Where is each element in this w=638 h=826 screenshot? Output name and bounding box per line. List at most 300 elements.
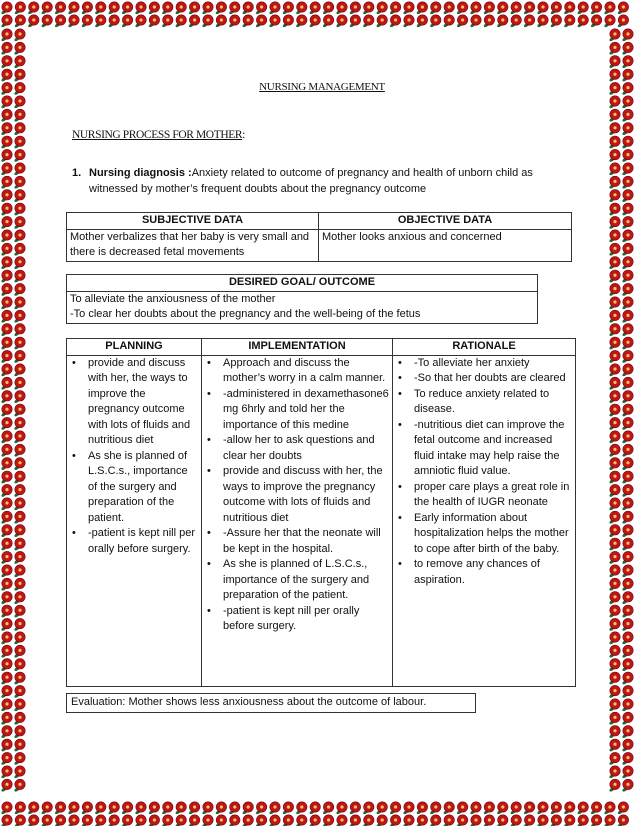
red-flower-icon: [27, 15, 39, 28]
red-flower-icon: [242, 815, 254, 826]
red-flower-icon: [470, 15, 482, 28]
goal-line: -To clear her doubts about the pregnancy and the well-being of the fetus: [70, 308, 421, 320]
red-flower-icon: [403, 802, 415, 815]
red-flower-icon: [1, 324, 13, 337]
list-item-text: -nutritious diet can improve the fetal outcome and increased fluid intake may help raise the amniotic fluid value.: [414, 418, 565, 477]
red-flower-icon: [622, 350, 634, 363]
list-item-text: -allow her to ask questions and clear her doubts: [223, 434, 375, 462]
red-flower-icon: [1, 203, 13, 216]
red-flower-icon: [14, 96, 26, 109]
red-flower-icon: [14, 726, 26, 739]
red-flower-icon: [609, 592, 621, 605]
bullet: •: [398, 511, 402, 524]
bullet: •: [398, 418, 402, 431]
red-flower-icon: [622, 618, 634, 631]
red-flower-icon: [1, 56, 13, 69]
red-flower-icon: [1, 69, 13, 82]
list-item: [205, 356, 389, 387]
red-flower-icon: [336, 2, 348, 15]
subjective-header: SUBJECTIVE DATA: [67, 213, 319, 230]
red-flower-icon: [1, 149, 13, 162]
red-flower-icon: [389, 802, 401, 815]
red-flower-icon: [403, 815, 415, 826]
list-item-text: provide and discuss with her, the ways to improve the pregnancy outcome with lots of fluids and nutritious diet: [223, 465, 383, 524]
red-flower-icon: [1, 578, 13, 591]
subjective-cell: Mother verbalizes that her baby is very small and there is decreased fetal movements: [67, 229, 319, 261]
list-item-text: to remove any chances of aspiration.: [414, 558, 540, 586]
red-flower-icon: [175, 15, 187, 28]
red-flower-icon: [362, 815, 374, 826]
red-flower-icon: [416, 815, 428, 826]
red-flower-icon: [1, 123, 13, 136]
red-flower-icon: [443, 802, 455, 815]
red-flower-icon: [215, 802, 227, 815]
flower-border-left: [0, 28, 28, 800]
red-flower-icon: [14, 484, 26, 497]
red-flower-icon: [228, 15, 240, 28]
red-flower-icon: [14, 739, 26, 752]
red-flower-icon: [609, 136, 621, 149]
bullet: •: [72, 527, 76, 539]
red-flower-icon: [282, 15, 294, 28]
red-flower-icon: [609, 297, 621, 310]
red-flower-icon: [14, 190, 26, 203]
red-flower-icon: [563, 815, 575, 826]
red-flower-icon: [14, 752, 26, 765]
red-flower-icon: [1, 431, 13, 444]
list-item: [205, 387, 389, 434]
red-flower-icon: [443, 815, 455, 826]
red-flower-icon: [622, 377, 634, 390]
red-flower-icon: [609, 551, 621, 564]
red-flower-icon: [590, 15, 602, 28]
red-flower-icon: [617, 815, 629, 826]
red-flower-icon: [161, 815, 173, 826]
list-item-text: -So that her doubts are cleared: [414, 372, 566, 384]
rationale-list: [396, 356, 572, 589]
red-flower-icon: [309, 15, 321, 28]
red-flower-icon: [68, 15, 80, 28]
red-flower-icon: [609, 203, 621, 216]
red-flower-icon: [622, 230, 634, 243]
red-flower-icon: [550, 2, 562, 15]
red-flower-icon: [362, 15, 374, 28]
red-flower-icon: [416, 15, 428, 28]
red-flower-icon: [510, 2, 522, 15]
red-flower-icon: [470, 802, 482, 815]
implementation-cell: [202, 355, 393, 686]
red-flower-icon: [1, 605, 13, 618]
red-flower-icon: [429, 802, 441, 815]
red-flower-icon: [14, 444, 26, 457]
red-flower-icon: [1, 377, 13, 390]
red-flower-icon: [14, 203, 26, 216]
red-flower-icon: [81, 815, 93, 826]
red-flower-icon: [14, 230, 26, 243]
red-flower-icon: [14, 310, 26, 323]
red-flower-icon: [1, 109, 13, 122]
document-page: [46, 40, 598, 790]
red-flower-icon: [108, 815, 120, 826]
nursing-diagnosis: [72, 166, 572, 197]
red-flower-icon: [1, 802, 13, 815]
red-flower-icon: [14, 69, 26, 82]
red-flower-icon: [622, 243, 634, 256]
red-flower-icon: [188, 802, 200, 815]
red-flower-icon: [255, 815, 267, 826]
red-flower-icon: [175, 802, 187, 815]
list-item: [396, 480, 572, 511]
red-flower-icon: [108, 15, 120, 28]
red-flower-icon: [609, 163, 621, 176]
red-flower-icon: [622, 632, 634, 645]
red-flower-icon: [349, 802, 361, 815]
red-flower-icon: [175, 2, 187, 15]
red-flower-icon: [609, 391, 621, 404]
red-flower-icon: [604, 815, 616, 826]
red-flower-icon: [510, 802, 522, 815]
red-flower-icon: [269, 815, 281, 826]
red-flower-icon: [609, 337, 621, 350]
red-flower-icon: [94, 15, 106, 28]
red-flower-icon: [14, 802, 26, 815]
red-flower-icon: [609, 216, 621, 229]
red-flower-icon: [622, 444, 634, 457]
red-flower-icon: [349, 15, 361, 28]
red-flower-icon: [41, 802, 53, 815]
red-flower-icon: [622, 685, 634, 698]
list-item: [396, 387, 572, 418]
red-flower-icon: [295, 815, 307, 826]
red-flower-icon: [622, 324, 634, 337]
red-flower-icon: [1, 672, 13, 685]
red-flower-icon: [609, 29, 621, 42]
red-flower-icon: [14, 498, 26, 511]
red-flower-icon: [14, 270, 26, 283]
red-flower-icon: [609, 699, 621, 712]
red-flower-icon: [336, 815, 348, 826]
rationale-cell: [393, 355, 576, 686]
list-item-text: Approach and discuss the mother’s worry in a calm manner.: [223, 356, 386, 384]
implementation-list: [205, 356, 389, 635]
red-flower-icon: [622, 216, 634, 229]
diagnosis-label: Nursing diagnosis :: [89, 167, 192, 179]
red-flower-icon: [148, 2, 160, 15]
red-flower-icon: [336, 15, 348, 28]
red-flower-icon: [269, 802, 281, 815]
red-flower-icon: [622, 458, 634, 471]
red-flower-icon: [416, 802, 428, 815]
red-flower-icon: [148, 802, 160, 815]
red-flower-icon: [1, 739, 13, 752]
red-flower-icon: [523, 15, 535, 28]
red-flower-icon: [622, 257, 634, 270]
evaluation-box: Evaluation: Mother shows less anxiousness about the outcome of labour.: [66, 693, 476, 713]
red-flower-icon: [609, 270, 621, 283]
red-flower-icon: [362, 2, 374, 15]
red-flower-icon: [609, 56, 621, 69]
red-flower-icon: [1, 592, 13, 605]
red-flower-icon: [622, 417, 634, 430]
red-flower-icon: [590, 2, 602, 15]
red-flower-icon: [389, 15, 401, 28]
red-flower-icon: [14, 672, 26, 685]
list-item: [396, 557, 572, 588]
red-flower-icon: [188, 15, 200, 28]
red-flower-icon: [622, 578, 634, 591]
red-flower-icon: [443, 15, 455, 28]
red-flower-icon: [1, 15, 13, 28]
red-flower-icon: [523, 815, 535, 826]
red-flower-icon: [609, 364, 621, 377]
red-flower-icon: [496, 815, 508, 826]
goal-cell: [67, 291, 538, 323]
red-flower-icon: [622, 42, 634, 55]
red-flower-icon: [604, 2, 616, 15]
red-flower-icon: [609, 672, 621, 685]
red-flower-icon: [41, 2, 53, 15]
red-flower-icon: [228, 802, 240, 815]
red-flower-icon: [295, 802, 307, 815]
red-flower-icon: [242, 15, 254, 28]
red-flower-icon: [429, 15, 441, 28]
red-flower-icon: [242, 802, 254, 815]
red-flower-icon: [622, 739, 634, 752]
red-flower-icon: [108, 2, 120, 15]
red-flower-icon: [622, 109, 634, 122]
diagnosis-number: 1.: [72, 167, 82, 179]
red-flower-icon: [1, 297, 13, 310]
red-flower-icon: [14, 712, 26, 725]
red-flower-icon: [14, 216, 26, 229]
red-flower-icon: [622, 404, 634, 417]
red-flower-icon: [81, 2, 93, 15]
red-flower-icon: [148, 815, 160, 826]
red-flower-icon: [429, 815, 441, 826]
red-flower-icon: [1, 779, 13, 792]
red-flower-icon: [14, 123, 26, 136]
red-flower-icon: [523, 802, 535, 815]
red-flower-icon: [349, 2, 361, 15]
red-flower-icon: [14, 618, 26, 631]
red-flower-icon: [41, 15, 53, 28]
bullet: •: [72, 449, 76, 462]
red-flower-icon: [1, 216, 13, 229]
red-flower-icon: [94, 815, 106, 826]
red-flower-icon: [269, 2, 281, 15]
red-flower-icon: [622, 592, 634, 605]
list-item: [205, 433, 389, 464]
bullet: •: [207, 434, 211, 446]
red-flower-icon: [202, 802, 214, 815]
red-flower-icon: [1, 42, 13, 55]
red-flower-icon: [322, 2, 334, 15]
red-flower-icon: [577, 2, 589, 15]
red-flower-icon: [609, 712, 621, 725]
bullet: •: [398, 356, 402, 369]
red-flower-icon: [14, 337, 26, 350]
bullet: •: [207, 604, 211, 617]
section-heading: [72, 128, 245, 144]
list-item-text: Early information about hospitalization helps the mother to cope after birth of the baby.: [414, 511, 569, 555]
red-flower-icon: [1, 565, 13, 578]
red-flower-icon: [121, 802, 133, 815]
red-flower-icon: [1, 632, 13, 645]
red-flower-icon: [161, 15, 173, 28]
red-flower-icon: [483, 2, 495, 15]
red-flower-icon: [609, 230, 621, 243]
red-flower-icon: [622, 471, 634, 484]
red-flower-icon: [622, 163, 634, 176]
planning-header: PLANNING: [67, 339, 202, 356]
red-flower-icon: [537, 15, 549, 28]
red-flower-icon: [1, 82, 13, 95]
red-flower-icon: [609, 431, 621, 444]
list-item-text: As she is planned of L.S.C.s., importance of the surgery and preparation of the patient.: [88, 449, 188, 524]
red-flower-icon: [609, 645, 621, 658]
red-flower-icon: [14, 565, 26, 578]
list-item-text: -Assure her that the neonate will be kept in the hospital.: [223, 527, 381, 555]
red-flower-icon: [609, 283, 621, 296]
red-flower-icon: [622, 310, 634, 323]
red-flower-icon: [202, 15, 214, 28]
red-flower-icon: [215, 815, 227, 826]
list-item-text: As she is planned of L.S.C.s., importance of the surgery and preparation of the patient.: [223, 558, 370, 601]
red-flower-icon: [609, 69, 621, 82]
page-title: NURSING MANAGEMENT: [259, 81, 385, 93]
red-flower-icon: [228, 815, 240, 826]
red-flower-icon: [295, 15, 307, 28]
red-flower-icon: [1, 685, 13, 698]
red-flower-icon: [255, 2, 267, 15]
goal-line: To alleviate the anxiousness of the mother: [70, 292, 276, 305]
red-flower-icon: [27, 2, 39, 15]
red-flower-icon: [609, 538, 621, 551]
red-flower-icon: [14, 109, 26, 122]
red-flower-icon: [68, 2, 80, 15]
red-flower-icon: [94, 802, 106, 815]
red-flower-icon: [609, 243, 621, 256]
red-flower-icon: [1, 136, 13, 149]
red-flower-icon: [14, 605, 26, 618]
rationale-header: RATIONALE: [393, 339, 576, 356]
red-flower-icon: [550, 15, 562, 28]
red-flower-icon: [14, 29, 26, 42]
red-flower-icon: [622, 431, 634, 444]
objective-header: OBJECTIVE DATA: [319, 213, 572, 230]
red-flower-icon: [609, 458, 621, 471]
red-flower-icon: [456, 815, 468, 826]
red-flower-icon: [14, 2, 26, 15]
flower-border-bottom: [0, 800, 638, 826]
red-flower-icon: [54, 15, 66, 28]
list-item-text: -patient is kept nill per orally before surgery.: [223, 604, 360, 632]
goal-header: DESIRED GOAL/ OUTCOME: [67, 275, 538, 292]
red-flower-icon: [41, 815, 53, 826]
red-flower-icon: [1, 257, 13, 270]
red-flower-icon: [1, 712, 13, 725]
red-flower-icon: [510, 15, 522, 28]
red-flower-icon: [537, 802, 549, 815]
red-flower-icon: [14, 283, 26, 296]
bullet: •: [207, 356, 211, 369]
red-flower-icon: [68, 815, 80, 826]
red-flower-icon: [1, 391, 13, 404]
bullet: •: [207, 465, 211, 477]
red-flower-icon: [376, 15, 388, 28]
red-flower-icon: [622, 364, 634, 377]
red-flower-icon: [609, 257, 621, 270]
red-flower-icon: [1, 190, 13, 203]
red-flower-icon: [609, 404, 621, 417]
red-flower-icon: [622, 82, 634, 95]
red-flower-icon: [609, 109, 621, 122]
red-flower-icon: [622, 484, 634, 497]
list-item-text: To reduce anxiety related to disease.: [414, 387, 550, 415]
red-flower-icon: [14, 431, 26, 444]
red-flower-icon: [483, 802, 495, 815]
red-flower-icon: [470, 815, 482, 826]
red-flower-icon: [14, 149, 26, 162]
red-flower-icon: [54, 2, 66, 15]
red-flower-icon: [309, 802, 321, 815]
red-flower-icon: [14, 659, 26, 672]
red-flower-icon: [14, 592, 26, 605]
red-flower-icon: [609, 484, 621, 497]
red-flower-icon: [609, 42, 621, 55]
red-flower-icon: [622, 136, 634, 149]
red-flower-icon: [609, 766, 621, 779]
red-flower-icon: [1, 444, 13, 457]
red-flower-icon: [622, 766, 634, 779]
red-flower-icon: [14, 15, 26, 28]
red-flower-icon: [622, 525, 634, 538]
red-flower-icon: [604, 15, 616, 28]
red-flower-icon: [14, 42, 26, 55]
red-flower-icon: [537, 2, 549, 15]
red-flower-icon: [242, 2, 254, 15]
red-flower-icon: [563, 802, 575, 815]
list-item-text: -To alleviate her anxiety: [414, 356, 530, 369]
bullet: •: [207, 558, 211, 570]
red-flower-icon: [27, 815, 39, 826]
red-flower-icon: [622, 337, 634, 350]
list-item: [396, 511, 572, 558]
red-flower-icon: [1, 283, 13, 296]
list-item: [205, 557, 389, 604]
red-flower-icon: [456, 15, 468, 28]
red-flower-icon: [577, 15, 589, 28]
red-flower-icon: [609, 82, 621, 95]
red-flower-icon: [14, 699, 26, 712]
red-flower-icon: [1, 364, 13, 377]
red-flower-icon: [309, 2, 321, 15]
red-flower-icon: [135, 2, 147, 15]
red-flower-icon: [622, 297, 634, 310]
red-flower-icon: [550, 802, 562, 815]
red-flower-icon: [622, 712, 634, 725]
red-flower-icon: [622, 203, 634, 216]
red-flower-icon: [1, 337, 13, 350]
red-flower-icon: [609, 471, 621, 484]
red-flower-icon: [228, 2, 240, 15]
red-flower-icon: [622, 511, 634, 524]
red-flower-icon: [309, 815, 321, 826]
red-flower-icon: [609, 96, 621, 109]
red-flower-icon: [135, 802, 147, 815]
red-flower-icon: [622, 551, 634, 564]
red-flower-icon: [14, 364, 26, 377]
